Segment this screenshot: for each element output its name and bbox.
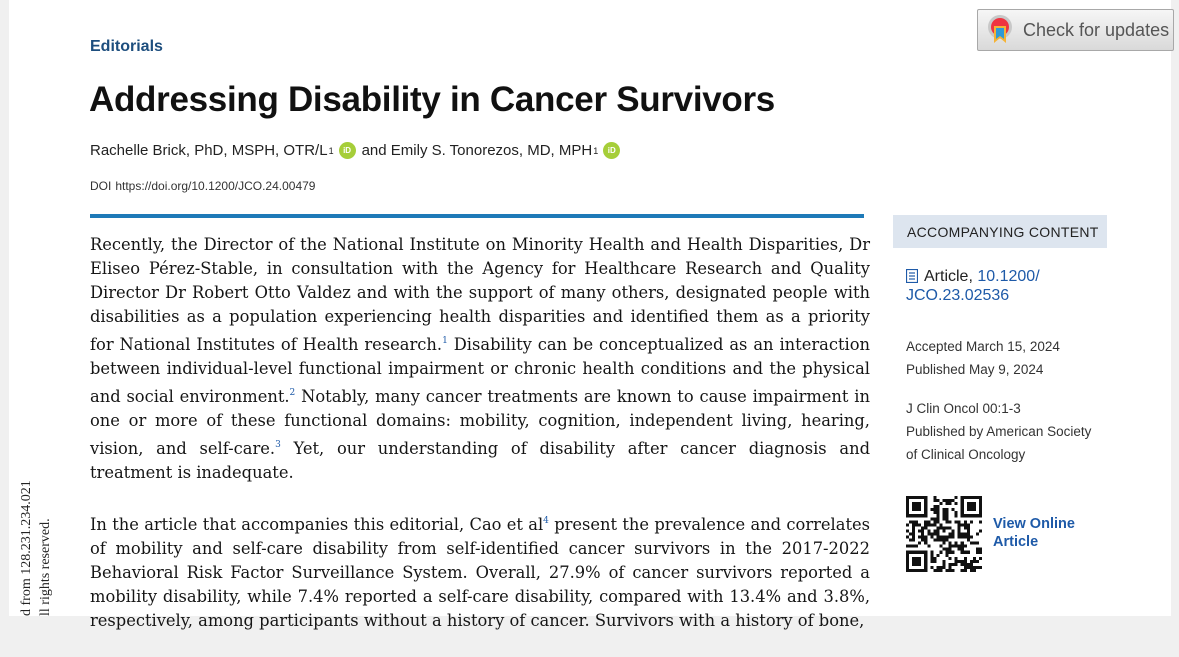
publication-dates: [906, 335, 1060, 381]
reference-link[interactable]: 4: [543, 516, 549, 526]
crossmark-icon: [986, 14, 1014, 46]
check-for-updates-label: Check for updates: [1023, 19, 1170, 40]
article-page: [9, 0, 1171, 630]
article-title: Addressing Disability in Cancer Survivors: [89, 80, 775, 119]
body-text-span: Disability can be conceptualized as an interaction between individual-level functional impairment or chronic health conditions and the physical and social environment.: [90, 335, 870, 406]
article-link-part: 10.1200/: [977, 268, 1040, 285]
reference-link[interactable]: 3: [275, 440, 281, 450]
orcid-icon[interactable]: iD: [603, 142, 620, 159]
publisher-line-1: Published by American Society: [906, 424, 1092, 439]
body-text-span: Yet, our understanding of disability after cancer diagnosis and treatment is inadequate.: [90, 439, 870, 482]
body-text-span: present the prevalence and correlates of mobility and self-care disability from self-identified cancer survivors in the 2017-2022 Behavioral Risk Factor Surveillance System. Overall, 27.9% of cancer survivors reported a mobility disability, while 7.4% reported a self-care disability, compared with 13.4% and 3.8%, respectively, among participants without a history of cancer. Survivors with a history of bone,: [90, 515, 870, 630]
article-link-part: JCO.23.02536: [906, 287, 1010, 304]
watermark-line-2: ll rights reserved.: [38, 518, 53, 616]
orcid-icon[interactable]: iD: [339, 142, 356, 159]
article-type-label: Article,: [924, 268, 973, 285]
article-body: [90, 233, 870, 657]
view-online-article-link[interactable]: [993, 515, 1093, 551]
check-for-updates-button[interactable]: [977, 9, 1174, 51]
watermark-line-1: d from 128.231.234.021: [19, 480, 34, 616]
body-paragraph: [90, 509, 870, 633]
journal-citation: J Clin Oncol 00:1-3: [906, 401, 1021, 416]
reference-link[interactable]: 2: [289, 388, 296, 398]
author-affiliation: 1: [328, 145, 334, 156]
section-label[interactable]: Editorials: [90, 38, 163, 55]
body-paragraph: [90, 233, 870, 485]
body-text-span: In the article that accompanies this editorial, Cao et al: [90, 515, 544, 534]
accompanying-article: [906, 267, 1106, 305]
accepted-date: Accepted March 15, 2024: [906, 339, 1060, 354]
document-icon: [906, 269, 918, 283]
author-name[interactable]: Emily S. Tonorezos, MD, MPH: [390, 142, 593, 159]
title-divider: [90, 214, 864, 218]
doi-label: DOI: [90, 179, 112, 193]
qr-code-icon[interactable]: [906, 496, 982, 572]
view-online-text: View Online: [993, 516, 1075, 532]
body-text-span: Recently, the Director of the National Institute on Minority Health and Health Disparities, Dr Eliseo Pérez-Stable, in consultation with the Agency for Healthcare Research and Quality Director Dr Robert Otto Valdez and with the support of many others, designated people with disabilities as a population experiencing health disparities and identified them as a priority for National Institutes of Health research.: [90, 235, 870, 354]
accompanying-content-heading: ACCOMPANYING CONTENT: [893, 215, 1107, 248]
doi-line: [90, 179, 315, 193]
publisher-line-2: of Clinical Oncology: [906, 447, 1026, 462]
published-date: Published May 9, 2024: [906, 362, 1044, 377]
reference-link[interactable]: 1: [442, 336, 448, 346]
view-online-text: Article: [993, 534, 1039, 550]
author-joiner: and: [361, 142, 387, 159]
author-name[interactable]: Rachelle Brick, PhD, MSPH, OTR/L: [90, 142, 328, 159]
doi-link[interactable]: https://doi.org/10.1200/JCO.24.00479: [115, 179, 316, 193]
author-list: [90, 142, 626, 159]
download-watermark: [17, 470, 57, 616]
author-affiliation: 1: [593, 145, 599, 156]
body-text-span: Notably, many cancer treatments are known to cause impairment in one or more of these functional domains: mobility, cognition, independent living, hearing, vision, and self-care.: [90, 387, 870, 458]
journal-info: [906, 397, 1091, 466]
